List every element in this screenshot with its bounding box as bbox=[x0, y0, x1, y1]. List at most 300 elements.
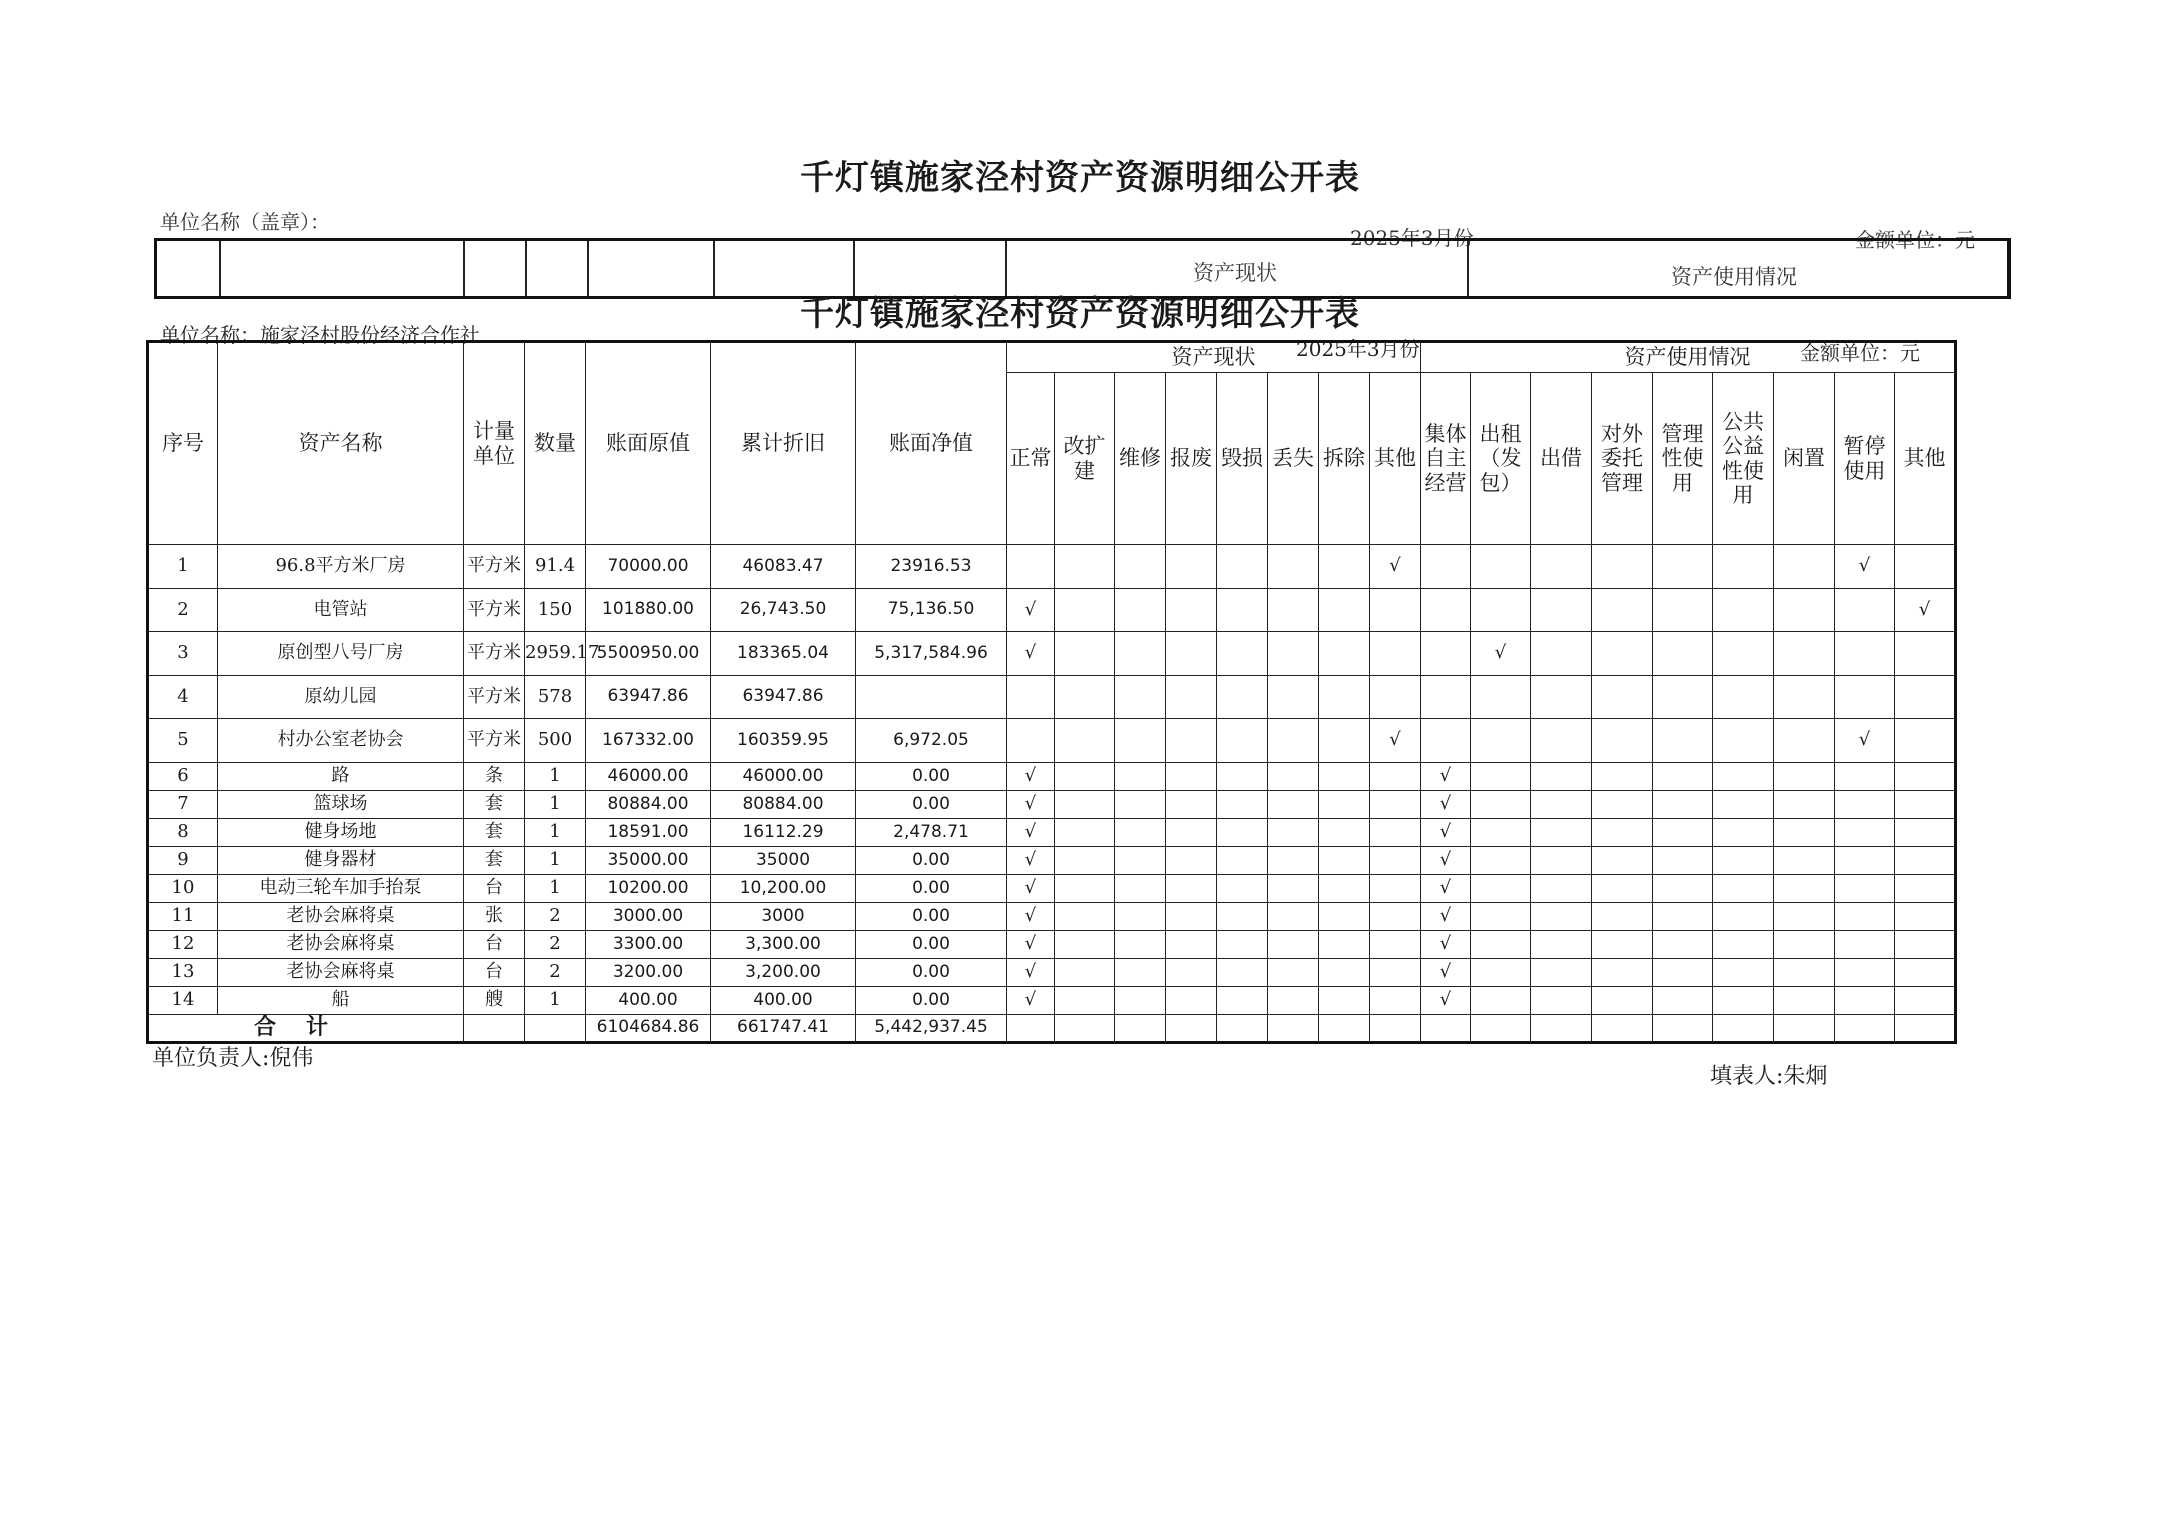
usage-cell bbox=[1895, 903, 1956, 931]
row-unit: 平方米 bbox=[464, 545, 525, 589]
usage-cell bbox=[1774, 819, 1835, 847]
ghost-amount-unit: 金额单位：元 bbox=[1855, 228, 1975, 252]
table-row bbox=[148, 903, 1956, 931]
status-cell bbox=[1166, 959, 1217, 987]
status-cell bbox=[1055, 791, 1115, 819]
row-orig: 3200.00 bbox=[586, 959, 711, 987]
status-cell bbox=[1217, 589, 1268, 632]
usage-cell bbox=[1713, 847, 1774, 875]
usage-cell bbox=[1592, 819, 1653, 847]
row-qty: 1 bbox=[525, 847, 586, 875]
usage-cell bbox=[1895, 791, 1956, 819]
usage-cell bbox=[1713, 875, 1774, 903]
status-cell bbox=[1055, 719, 1115, 763]
status-cell bbox=[1319, 791, 1370, 819]
usage-cell bbox=[1471, 791, 1531, 819]
status-cell bbox=[1319, 632, 1370, 676]
row-name: 路 bbox=[218, 763, 464, 791]
row-net: 0.00 bbox=[856, 763, 1007, 791]
row-name: 老协会麻将桌 bbox=[218, 959, 464, 987]
usage-cell bbox=[1471, 545, 1531, 589]
row-qty: 578 bbox=[525, 676, 586, 719]
row-unit: 平方米 bbox=[464, 632, 525, 676]
row-unit: 台 bbox=[464, 959, 525, 987]
usage-cell bbox=[1592, 632, 1653, 676]
status-check: √ bbox=[1007, 847, 1055, 875]
usage-cell bbox=[1653, 719, 1713, 763]
header-usage-0: 集体自主经营 bbox=[1421, 373, 1471, 545]
row-name: 健身器材 bbox=[218, 847, 464, 875]
status-cell bbox=[1166, 632, 1217, 676]
status-check: √ bbox=[1007, 959, 1055, 987]
row-name: 电管站 bbox=[218, 589, 464, 632]
row-net: 0.00 bbox=[856, 987, 1007, 1015]
table-row bbox=[148, 791, 1956, 819]
ghost-title: 千灯镇施家泾村资产资源明细公开表 bbox=[800, 158, 1360, 198]
status-cell bbox=[1370, 632, 1421, 676]
usage-cell bbox=[1531, 931, 1592, 959]
row-seq: 11 bbox=[148, 903, 218, 931]
usage-cell bbox=[1895, 931, 1956, 959]
usage-cell bbox=[1653, 847, 1713, 875]
row-qty: 1 bbox=[525, 987, 586, 1015]
header-name: 资产名称 bbox=[218, 342, 464, 545]
row-orig: 10200.00 bbox=[586, 875, 711, 903]
usage-cell bbox=[1895, 676, 1956, 719]
row-dep: 183365.04 bbox=[711, 632, 856, 676]
status-cell bbox=[1217, 719, 1268, 763]
status-cell bbox=[1007, 545, 1055, 589]
usage-check: √ bbox=[1421, 847, 1471, 875]
asset-table bbox=[146, 340, 1957, 1044]
status-cell bbox=[1370, 763, 1421, 791]
usage-cell bbox=[1592, 676, 1653, 719]
usage-cell bbox=[1895, 545, 1956, 589]
status-cell bbox=[1166, 763, 1217, 791]
status-cell bbox=[1166, 875, 1217, 903]
usage-cell bbox=[1713, 763, 1774, 791]
usage-cell bbox=[1774, 847, 1835, 875]
row-unit: 台 bbox=[464, 931, 525, 959]
usage-cell bbox=[1713, 719, 1774, 763]
row-unit: 套 bbox=[464, 819, 525, 847]
row-name: 96.8平方米厂房 bbox=[218, 545, 464, 589]
usage-cell bbox=[1592, 763, 1653, 791]
page-title: 千灯镇施家泾村资产资源明细公开表 bbox=[800, 294, 1360, 334]
row-seq: 4 bbox=[148, 676, 218, 719]
status-cell bbox=[1115, 676, 1166, 719]
status-check: √ bbox=[1370, 545, 1421, 589]
header-unit: 计量单位 bbox=[464, 342, 525, 545]
usage-cell bbox=[1713, 589, 1774, 632]
row-net: 23916.53 bbox=[856, 545, 1007, 589]
usage-cell bbox=[1531, 791, 1592, 819]
status-check: √ bbox=[1007, 903, 1055, 931]
status-check: √ bbox=[1007, 589, 1055, 632]
usage-cell bbox=[1774, 719, 1835, 763]
row-orig: 400.00 bbox=[586, 987, 711, 1015]
usage-check: √ bbox=[1421, 987, 1471, 1015]
unit-label: 单位名称：施家泾村股份经济合作社 bbox=[160, 323, 480, 347]
status-cell bbox=[1268, 875, 1319, 903]
header-qty: 数量 bbox=[525, 342, 586, 545]
header-net: 账面净值 bbox=[856, 342, 1007, 545]
status-cell bbox=[1217, 903, 1268, 931]
usage-cell bbox=[1653, 763, 1713, 791]
status-check: √ bbox=[1370, 719, 1421, 763]
row-net: 0.00 bbox=[856, 903, 1007, 931]
header-status-2: 维修 bbox=[1115, 373, 1166, 545]
status-cell bbox=[1055, 959, 1115, 987]
status-cell bbox=[1115, 545, 1166, 589]
usage-cell bbox=[1653, 819, 1713, 847]
usage-cell bbox=[1835, 847, 1895, 875]
status-cell bbox=[1055, 903, 1115, 931]
status-cell bbox=[1166, 589, 1217, 632]
status-cell bbox=[1217, 545, 1268, 589]
status-check: √ bbox=[1007, 763, 1055, 791]
usage-cell bbox=[1835, 875, 1895, 903]
status-cell bbox=[1319, 763, 1370, 791]
usage-cell bbox=[1471, 987, 1531, 1015]
row-unit: 条 bbox=[464, 763, 525, 791]
status-cell bbox=[1319, 847, 1370, 875]
status-cell bbox=[1217, 763, 1268, 791]
row-orig: 101880.00 bbox=[586, 589, 711, 632]
status-cell bbox=[1370, 791, 1421, 819]
ghost-status-label: 资产现状 bbox=[1193, 261, 1277, 285]
row-qty: 2 bbox=[525, 903, 586, 931]
usage-cell bbox=[1774, 589, 1835, 632]
header-seq: 序号 bbox=[148, 342, 218, 545]
table-row bbox=[148, 987, 1956, 1015]
row-dep: 46083.47 bbox=[711, 545, 856, 589]
header-status-1: 改扩建 bbox=[1055, 373, 1115, 545]
usage-cell bbox=[1895, 959, 1956, 987]
header-status-6: 拆除 bbox=[1319, 373, 1370, 545]
header-usage-2: 出借 bbox=[1531, 373, 1592, 545]
usage-cell bbox=[1713, 791, 1774, 819]
row-dep: 160359.95 bbox=[711, 719, 856, 763]
status-cell bbox=[1370, 819, 1421, 847]
row-name: 原创型八号厂房 bbox=[218, 632, 464, 676]
row-qty: 2959.17 bbox=[525, 632, 586, 676]
usage-check: √ bbox=[1835, 545, 1895, 589]
status-cell bbox=[1370, 875, 1421, 903]
row-dep: 46000.00 bbox=[711, 763, 856, 791]
usage-cell bbox=[1592, 931, 1653, 959]
status-cell bbox=[1268, 987, 1319, 1015]
status-check: √ bbox=[1007, 791, 1055, 819]
status-cell bbox=[1166, 819, 1217, 847]
row-net: 6,972.05 bbox=[856, 719, 1007, 763]
header-usage-1: 出租（发包） bbox=[1471, 373, 1531, 545]
status-cell bbox=[1217, 819, 1268, 847]
header-usage-4: 管理性使用 bbox=[1653, 373, 1713, 545]
row-seq: 10 bbox=[148, 875, 218, 903]
status-cell bbox=[1268, 719, 1319, 763]
status-cell bbox=[1268, 632, 1319, 676]
status-cell bbox=[1055, 875, 1115, 903]
row-qty: 2 bbox=[525, 959, 586, 987]
row-unit: 平方米 bbox=[464, 676, 525, 719]
row-net: 2,478.71 bbox=[856, 819, 1007, 847]
row-dep: 3000 bbox=[711, 903, 856, 931]
row-seq: 6 bbox=[148, 763, 218, 791]
responsible-person: 单位负责人:倪伟 bbox=[152, 1046, 314, 1071]
total-net: 5,442,937.45 bbox=[856, 1015, 1007, 1043]
usage-cell bbox=[1895, 719, 1956, 763]
row-orig: 18591.00 bbox=[586, 819, 711, 847]
usage-cell bbox=[1421, 589, 1471, 632]
row-seq: 8 bbox=[148, 819, 218, 847]
status-cell bbox=[1055, 931, 1115, 959]
row-orig: 5500950.00 bbox=[586, 632, 711, 676]
row-unit: 张 bbox=[464, 903, 525, 931]
row-orig: 3300.00 bbox=[586, 931, 711, 959]
status-cell bbox=[1370, 931, 1421, 959]
status-cell bbox=[1055, 632, 1115, 676]
status-cell bbox=[1268, 763, 1319, 791]
row-name: 篮球场 bbox=[218, 791, 464, 819]
usage-cell bbox=[1471, 719, 1531, 763]
table-row bbox=[148, 819, 1956, 847]
header-status-0: 正常 bbox=[1007, 373, 1055, 545]
status-cell bbox=[1319, 819, 1370, 847]
status-cell bbox=[1166, 545, 1217, 589]
row-seq: 9 bbox=[148, 847, 218, 875]
row-seq: 12 bbox=[148, 931, 218, 959]
usage-cell bbox=[1421, 676, 1471, 719]
status-cell bbox=[1268, 959, 1319, 987]
header-status-4: 毁损 bbox=[1217, 373, 1268, 545]
usage-cell bbox=[1713, 987, 1774, 1015]
usage-check: √ bbox=[1421, 819, 1471, 847]
status-check: √ bbox=[1007, 987, 1055, 1015]
header-status-group: 资产现状 bbox=[1007, 342, 1421, 373]
status-cell bbox=[1370, 959, 1421, 987]
row-qty: 2 bbox=[525, 931, 586, 959]
status-cell bbox=[1166, 847, 1217, 875]
usage-cell bbox=[1592, 545, 1653, 589]
usage-cell bbox=[1774, 931, 1835, 959]
usage-cell bbox=[1471, 847, 1531, 875]
usage-cell bbox=[1835, 676, 1895, 719]
usage-cell bbox=[1835, 589, 1895, 632]
usage-cell bbox=[1471, 959, 1531, 987]
row-net bbox=[856, 676, 1007, 719]
status-cell bbox=[1319, 676, 1370, 719]
row-orig: 70000.00 bbox=[586, 545, 711, 589]
status-cell bbox=[1055, 545, 1115, 589]
usage-check: √ bbox=[1421, 903, 1471, 931]
table-row bbox=[148, 931, 1956, 959]
status-cell bbox=[1370, 903, 1421, 931]
usage-cell bbox=[1653, 875, 1713, 903]
usage-cell bbox=[1421, 632, 1471, 676]
usage-cell bbox=[1592, 875, 1653, 903]
row-dep: 10,200.00 bbox=[711, 875, 856, 903]
row-name: 电动三轮车加手抬泵 bbox=[218, 875, 464, 903]
status-cell bbox=[1115, 903, 1166, 931]
usage-cell bbox=[1592, 959, 1653, 987]
status-cell bbox=[1115, 987, 1166, 1015]
status-cell bbox=[1166, 987, 1217, 1015]
row-orig: 80884.00 bbox=[586, 791, 711, 819]
status-cell bbox=[1370, 847, 1421, 875]
status-cell bbox=[1115, 719, 1166, 763]
usage-cell bbox=[1895, 847, 1956, 875]
status-cell bbox=[1319, 959, 1370, 987]
status-cell bbox=[1115, 931, 1166, 959]
usage-cell bbox=[1835, 987, 1895, 1015]
row-seq: 14 bbox=[148, 987, 218, 1015]
status-cell bbox=[1217, 987, 1268, 1015]
usage-cell bbox=[1471, 676, 1531, 719]
status-cell bbox=[1115, 589, 1166, 632]
status-cell bbox=[1115, 847, 1166, 875]
row-name: 健身场地 bbox=[218, 819, 464, 847]
usage-cell bbox=[1653, 987, 1713, 1015]
status-cell bbox=[1166, 719, 1217, 763]
status-cell bbox=[1166, 931, 1217, 959]
usage-cell bbox=[1592, 903, 1653, 931]
usage-cell bbox=[1653, 676, 1713, 719]
row-net: 5,317,584.96 bbox=[856, 632, 1007, 676]
usage-cell bbox=[1592, 791, 1653, 819]
usage-cell bbox=[1895, 763, 1956, 791]
usage-cell bbox=[1774, 676, 1835, 719]
usage-check: √ bbox=[1421, 763, 1471, 791]
status-cell bbox=[1268, 791, 1319, 819]
table-row bbox=[148, 847, 1956, 875]
usage-cell bbox=[1531, 763, 1592, 791]
row-dep: 80884.00 bbox=[711, 791, 856, 819]
usage-cell bbox=[1421, 719, 1471, 763]
status-cell bbox=[1319, 875, 1370, 903]
row-seq: 2 bbox=[148, 589, 218, 632]
status-cell bbox=[1055, 763, 1115, 791]
usage-cell bbox=[1774, 545, 1835, 589]
usage-cell bbox=[1531, 903, 1592, 931]
table-row bbox=[148, 959, 1956, 987]
ghost-usage-label: 资产使用情况 bbox=[1671, 265, 1797, 289]
status-cell bbox=[1007, 719, 1055, 763]
usage-cell bbox=[1835, 959, 1895, 987]
row-qty: 1 bbox=[525, 791, 586, 819]
status-cell bbox=[1319, 545, 1370, 589]
status-cell bbox=[1115, 959, 1166, 987]
usage-cell bbox=[1835, 791, 1895, 819]
usage-cell bbox=[1592, 847, 1653, 875]
usage-cell bbox=[1774, 959, 1835, 987]
status-cell bbox=[1166, 903, 1217, 931]
row-name: 老协会麻将桌 bbox=[218, 903, 464, 931]
status-check: √ bbox=[1007, 931, 1055, 959]
status-cell bbox=[1268, 545, 1319, 589]
status-cell bbox=[1217, 931, 1268, 959]
usage-cell bbox=[1531, 959, 1592, 987]
status-cell bbox=[1217, 791, 1268, 819]
usage-cell bbox=[1653, 931, 1713, 959]
row-net: 75,136.50 bbox=[856, 589, 1007, 632]
usage-cell bbox=[1653, 791, 1713, 819]
status-cell bbox=[1217, 632, 1268, 676]
usage-cell bbox=[1653, 545, 1713, 589]
status-cell bbox=[1217, 847, 1268, 875]
usage-cell bbox=[1471, 819, 1531, 847]
status-cell bbox=[1115, 875, 1166, 903]
status-cell bbox=[1166, 676, 1217, 719]
row-dep: 63947.86 bbox=[711, 676, 856, 719]
status-cell bbox=[1268, 903, 1319, 931]
usage-cell bbox=[1713, 903, 1774, 931]
seal-stamp-fragment bbox=[1590, 1490, 1890, 1530]
form-filler: 填表人:朱炯 bbox=[1710, 1064, 1828, 1089]
ghost-unit-label: 单位名称（盖章）： bbox=[160, 210, 330, 234]
row-orig: 3000.00 bbox=[586, 903, 711, 931]
status-check: √ bbox=[1007, 875, 1055, 903]
status-cell bbox=[1370, 987, 1421, 1015]
usage-cell bbox=[1774, 987, 1835, 1015]
row-seq: 1 bbox=[148, 545, 218, 589]
status-cell bbox=[1268, 847, 1319, 875]
usage-cell bbox=[1774, 763, 1835, 791]
status-check: √ bbox=[1007, 819, 1055, 847]
usage-cell bbox=[1774, 791, 1835, 819]
period: 2025年3月份 bbox=[1296, 337, 1420, 361]
table-row bbox=[148, 875, 1956, 903]
header-status-5: 丢失 bbox=[1268, 373, 1319, 545]
status-cell bbox=[1319, 719, 1370, 763]
header-usage-group: 资产使用情况 bbox=[1421, 342, 1956, 373]
row-unit: 艘 bbox=[464, 987, 525, 1015]
status-cell bbox=[1319, 987, 1370, 1015]
usage-cell bbox=[1835, 763, 1895, 791]
usage-cell bbox=[1531, 847, 1592, 875]
usage-check: √ bbox=[1421, 959, 1471, 987]
usage-cell bbox=[1531, 589, 1592, 632]
table-row bbox=[148, 545, 1956, 589]
row-dep: 400.00 bbox=[711, 987, 856, 1015]
usage-cell bbox=[1713, 959, 1774, 987]
row-net: 0.00 bbox=[856, 931, 1007, 959]
status-cell bbox=[1007, 676, 1055, 719]
table-row bbox=[148, 719, 1956, 763]
row-qty: 91.4 bbox=[525, 545, 586, 589]
status-cell bbox=[1319, 589, 1370, 632]
status-cell bbox=[1268, 589, 1319, 632]
row-unit: 平方米 bbox=[464, 719, 525, 763]
row-dep: 3,200.00 bbox=[711, 959, 856, 987]
status-cell bbox=[1115, 791, 1166, 819]
row-qty: 1 bbox=[525, 819, 586, 847]
table-row bbox=[148, 632, 1956, 676]
row-dep: 16112.29 bbox=[711, 819, 856, 847]
usage-cell bbox=[1774, 632, 1835, 676]
status-check: √ bbox=[1007, 632, 1055, 676]
status-cell bbox=[1115, 763, 1166, 791]
table-row bbox=[148, 589, 1956, 632]
usage-cell bbox=[1471, 763, 1531, 791]
row-seq: 5 bbox=[148, 719, 218, 763]
header-dep: 累计折旧 bbox=[711, 342, 856, 545]
total-dep: 661747.41 bbox=[711, 1015, 856, 1043]
usage-cell bbox=[1471, 875, 1531, 903]
usage-cell bbox=[1835, 632, 1895, 676]
total-label: 合计 bbox=[148, 1015, 464, 1043]
usage-check: √ bbox=[1421, 931, 1471, 959]
